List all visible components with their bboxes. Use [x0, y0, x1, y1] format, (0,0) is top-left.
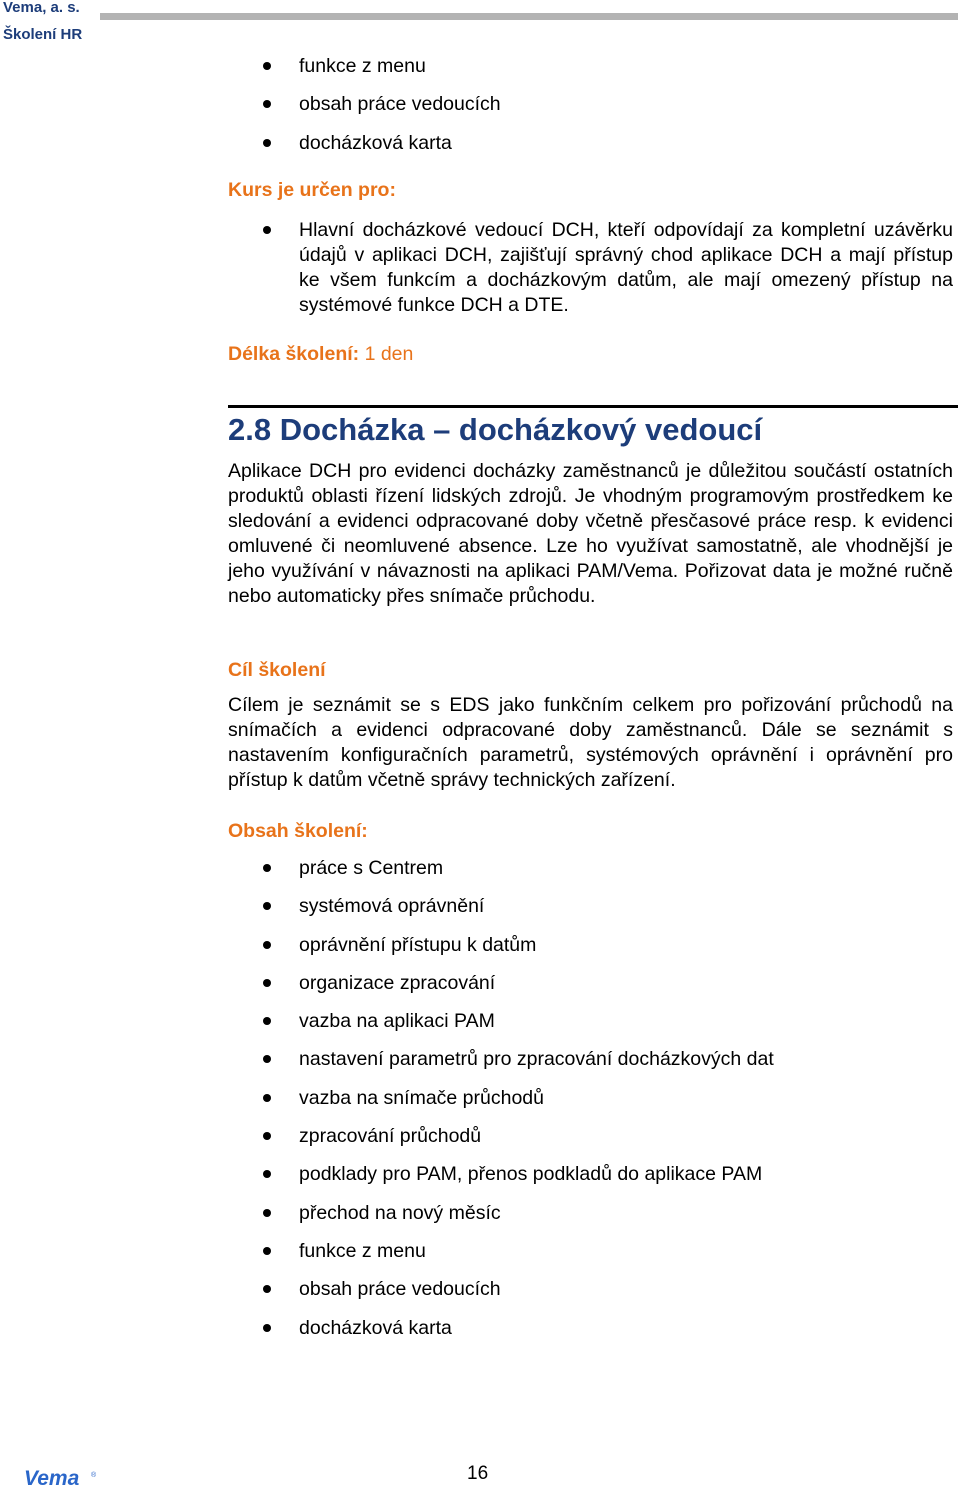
vema-logo: [22, 1467, 100, 1494]
bullet-icon: [263, 1017, 271, 1025]
bullet-icon: [263, 62, 271, 70]
audience-text: Hlavní docházkové vedoucí DCH, kteří odpovídají za kompletní uzávěrku údajů v aplikaci DCH, zajišťují správný chod aplikace DCH a mají přístup ke všem funkcím a docházkovým datům, ale mají omezený přístup na systémové funkce DCH a DTE.: [299, 219, 953, 316]
content-heading: Obsah školení:: [228, 820, 368, 842]
goal-text: Cílem je seznámit se s EDS jako funkčním celkem pro pořizování průchodů na snímačích a evidenci odpracované doby zaměstnanců. Dále se seznámit s nastavením konfiguračních parametrů, systémových oprávnění i oprávnění pro přístup k datům včetně správy technických zařízení.: [228, 694, 953, 791]
bullet-icon: [263, 1132, 271, 1140]
bullet-icon: [263, 1324, 271, 1332]
bullet-icon: [263, 902, 271, 910]
vema-logo-icon: [22, 1467, 100, 1489]
bullet-icon: [263, 1094, 271, 1102]
bullet-icon: [263, 864, 271, 872]
duration-value: 1 den: [364, 343, 414, 365]
page-number: 16: [467, 1463, 489, 1484]
section-title-text: Docházka – docházkový vedoucí: [279, 412, 763, 447]
section-number: 2.8: [228, 412, 272, 447]
section-intro: Aplikace DCH pro evidenci docházky zaměstnanců je důležitou součástí ostatních produktů oblasti řízení lidských zdrojů. Je vhodným programovým prostředkem ke sledování a evidenci odpracované doby včetně přesčasové práce resp. k evidenci omluvené či neomluvené absence. Lze ho využívat samostatně, ale vhodnější je jeho využívání v návaznosti na aplikaci PAM/Vema. Pořizovat data je možné ručně nebo automaticky přes snímače průchodu.: [228, 460, 953, 607]
section-rule: [228, 405, 958, 408]
audience-heading: Kurs je určen pro:: [228, 179, 396, 201]
bullet-icon: [263, 1247, 271, 1255]
bullet-icon: [263, 1209, 271, 1217]
section-title: [228, 411, 762, 449]
bullet-icon: [263, 1285, 271, 1293]
bullet-icon: [263, 139, 271, 147]
bullet-icon: [263, 1055, 271, 1063]
registered-mark-icon: ®: [91, 1472, 97, 1479]
bullet-icon: [263, 226, 271, 234]
header-subtitle: Školení HR: [3, 26, 83, 43]
logo-text: Vema: [24, 1467, 80, 1489]
company-name: Vema, a. s.: [3, 0, 80, 16]
bullet-icon: [263, 1170, 271, 1178]
duration-line: [228, 342, 413, 366]
bullet-icon: [263, 979, 271, 987]
goal-heading: Cíl školení: [228, 659, 326, 681]
bullet-icon: [263, 941, 271, 949]
header-rule: [100, 13, 958, 20]
duration-label: Délka školení:: [228, 343, 360, 365]
bullet-icon: [263, 100, 271, 108]
